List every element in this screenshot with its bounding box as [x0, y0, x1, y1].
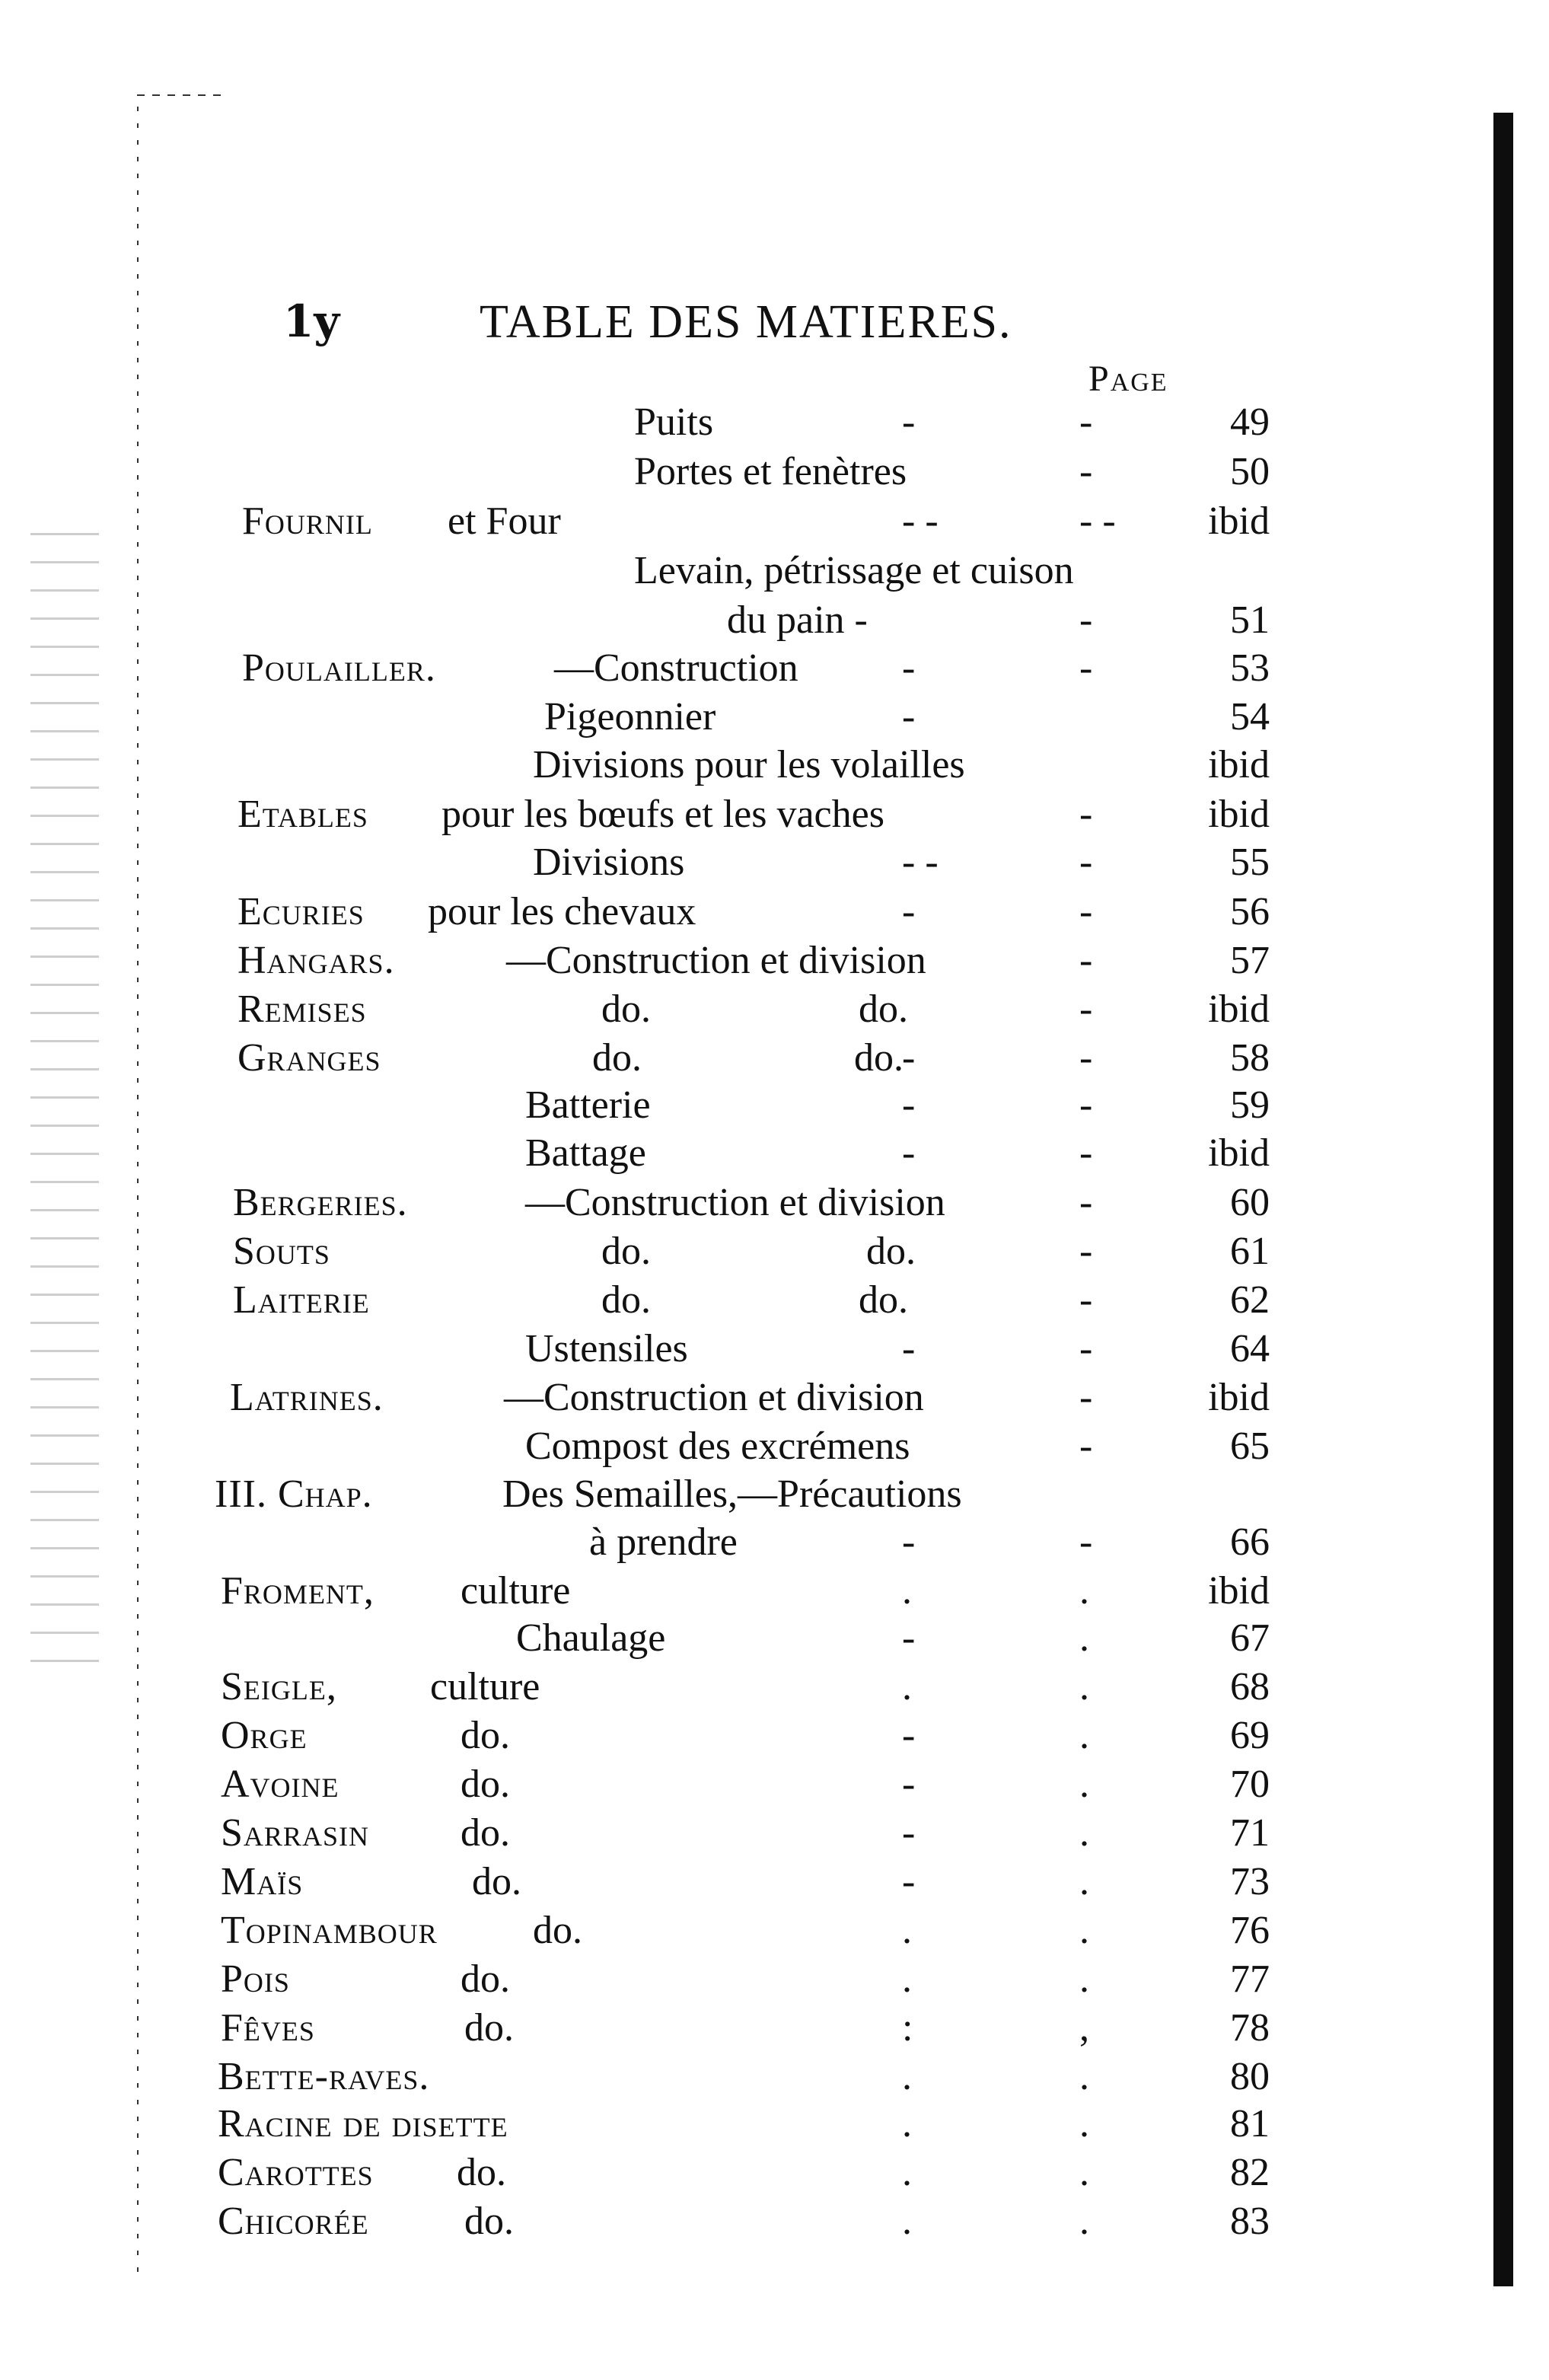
leader-mark: . [902, 2102, 912, 2146]
leader-mark: . [1079, 1665, 1089, 1708]
toc-entry [0, 2199, 1549, 2248]
toc-entry [0, 792, 1549, 841]
entry-page-number: 69 [1230, 1714, 1270, 1757]
entry-text: —Construction et division [504, 1376, 924, 1419]
leader-mark: - - [902, 499, 939, 543]
entry-text: Des Semailles,—Précautions [502, 1472, 962, 1516]
entry-text: do. [601, 1278, 651, 1322]
leader-mark: - [1079, 1036, 1093, 1080]
entry-page-number: 65 [1230, 1424, 1270, 1468]
leader-mark: - [902, 890, 916, 933]
entry-heading: Avoine [221, 1763, 339, 1806]
leader-mark: . [1079, 2055, 1089, 2098]
leader-mark: . [902, 2200, 912, 2243]
toc-entry [0, 1326, 1549, 1375]
entry-page-number: 60 [1230, 1181, 1270, 1224]
entry-text: do. [461, 1811, 510, 1855]
entry-text: do. [461, 1714, 510, 1757]
entry-text: do. [464, 2200, 514, 2243]
entry-heading: Laiterie [233, 1278, 370, 1322]
leader-mark: - [1079, 841, 1093, 884]
leader-mark: - [902, 646, 916, 690]
toc-entry [0, 499, 1549, 547]
entry-page-number: 71 [1230, 1811, 1270, 1855]
entry-text: —Construction et division [506, 939, 926, 982]
toc-entry [0, 1131, 1549, 1179]
leader-mark: - [1079, 400, 1093, 444]
toc-entry [0, 2150, 1549, 2199]
entry-ditto: do. [859, 1278, 908, 1322]
leader-mark: - - [902, 841, 939, 884]
entry-text: do. [592, 1036, 642, 1080]
entry-heading: Ecuries [237, 890, 365, 933]
leader-mark: - [1079, 987, 1093, 1031]
entry-text: —Construction et division [525, 1181, 945, 1224]
entry-page-number: 50 [1230, 450, 1270, 493]
entry-page-number: 49 [1230, 400, 1270, 444]
entry-text: pour les bœufs et les vaches [441, 793, 884, 836]
leader-mark: - [902, 1520, 916, 1564]
entry-heading: Granges [237, 1036, 381, 1080]
leader-mark: . [902, 1957, 912, 2001]
entry-heading: Fournil [242, 499, 373, 543]
entry-text: do. [457, 2151, 506, 2194]
leader-mark: - [902, 1083, 916, 1127]
leader-mark: . [1079, 2200, 1089, 2243]
entry-text: Battage [525, 1131, 646, 1175]
toc-entry [0, 1375, 1549, 1424]
entry-page-number: 61 [1230, 1230, 1270, 1273]
entry-text: Ustensiles [525, 1327, 688, 1370]
toc-entry [0, 1811, 1549, 1859]
entry-heading: III. Chap. [215, 1472, 373, 1516]
leader-mark: - [1079, 1520, 1093, 1564]
leader-mark: . [902, 2055, 912, 2098]
toc-entry [0, 1713, 1549, 1762]
leader-mark: , [1079, 2006, 1089, 2050]
entry-heading: Remises [237, 987, 367, 1031]
toc-entry [0, 1616, 1549, 1664]
entry-page-number: ibid [1208, 793, 1270, 836]
page-column-header: Page [1088, 359, 1168, 399]
entry-heading: Poulailler. [242, 646, 436, 690]
entry-heading: Souts [233, 1230, 330, 1273]
leader-mark: - [902, 1714, 916, 1757]
toc-entry [0, 1908, 1549, 1957]
leader-mark: - [902, 1036, 916, 1080]
entry-ditto: do. [859, 987, 908, 1031]
leader-mark: - - [1079, 499, 1116, 543]
toc-entry [0, 987, 1549, 1035]
entry-heading: Carottes [218, 2151, 374, 2194]
toc-entry [0, 694, 1549, 743]
page-title: TABLE DES MATIERES. [480, 296, 1012, 348]
entry-text: culture [430, 1665, 540, 1708]
entry-heading: Bette-raves. [218, 2055, 430, 2098]
entry-page-number: 68 [1230, 1665, 1270, 1708]
entry-text: do. [461, 1957, 510, 2001]
leader-mark: . [1079, 1616, 1089, 1660]
toc-entry [0, 1083, 1549, 1131]
entry-text: Pigeonnier [544, 695, 716, 739]
entry-text: do. [464, 2006, 514, 2050]
leader-mark: - [902, 1811, 916, 1855]
leader-mark: - [1079, 890, 1093, 933]
leader-mark: . [902, 1665, 912, 1708]
toc-entry [0, 1859, 1549, 1908]
entry-text: et Four [448, 499, 561, 543]
entry-page-number: 57 [1230, 939, 1270, 982]
entry-page-number: 51 [1230, 598, 1270, 642]
entry-page-number: 56 [1230, 890, 1270, 933]
entry-page-number: 67 [1230, 1616, 1270, 1660]
folio-number: 1y [283, 295, 340, 347]
entry-page-number: ibid [1208, 499, 1270, 543]
toc-entry [0, 449, 1549, 498]
toc-entry [0, 400, 1549, 448]
entry-page-number: 83 [1230, 2200, 1270, 2243]
toc-entry [0, 938, 1549, 987]
toc-entry [0, 889, 1549, 938]
toc-entry [0, 1180, 1549, 1229]
toc-entry [0, 1424, 1549, 1472]
entry-text: Compost des excrémens [525, 1424, 910, 1468]
leader-mark: . [1079, 1860, 1089, 1903]
entry-ditto: do. [866, 1230, 916, 1273]
page-edge-top [137, 94, 221, 96]
entry-page-number: 80 [1230, 2055, 1270, 2098]
toc-entry [0, 2054, 1549, 2103]
toc-entry [0, 1278, 1549, 1326]
leader-mark: - [902, 1131, 916, 1175]
entry-text: do. [472, 1860, 521, 1903]
leader-mark: . [1079, 1569, 1089, 1613]
leader-mark: - [1079, 1376, 1093, 1419]
entry-page-number: ibid [1208, 1569, 1270, 1613]
leader-mark: . [1079, 2102, 1089, 2146]
leader-mark: - [902, 400, 916, 444]
entry-page-number: 76 [1230, 1909, 1270, 1952]
entry-text: du pain - [727, 598, 868, 642]
leader-mark: - [902, 1327, 916, 1370]
toc-entry [0, 840, 1549, 889]
entry-page-number: 54 [1230, 695, 1270, 739]
entry-heading: Topinambour [221, 1909, 438, 1952]
toc-entry [0, 2005, 1549, 2054]
entry-text: Divisions [533, 841, 685, 884]
entry-text: Chaulage [516, 1616, 666, 1660]
toc-entry [0, 1957, 1549, 2005]
entry-heading: Hangars. [237, 939, 395, 982]
leader-mark: - [902, 1763, 916, 1806]
leader-mark: . [1079, 1909, 1089, 1952]
leader-mark: . [1079, 2151, 1089, 2194]
leader-mark: - [1079, 1327, 1093, 1370]
entry-heading: Racine de disette [218, 2102, 508, 2146]
toc-entry [0, 1472, 1549, 1520]
entry-heading: Latrines. [230, 1376, 384, 1419]
leader-mark: - [1079, 939, 1093, 982]
entry-text: do. [601, 987, 651, 1031]
entry-page-number: 66 [1230, 1520, 1270, 1564]
entry-text: pour les chevaux [428, 890, 696, 933]
toc-entry [0, 742, 1549, 791]
toc-entry [0, 1762, 1549, 1811]
entry-text: do. [461, 1763, 510, 1806]
leader-mark: . [1079, 1714, 1089, 1757]
leader-mark: - [1079, 1230, 1093, 1273]
entry-ditto: do. [854, 1036, 904, 1080]
entry-heading: Maïs [221, 1860, 304, 1903]
entry-page-number: 53 [1230, 646, 1270, 690]
leader-mark: - [1079, 1181, 1093, 1224]
toc-entry [0, 1664, 1549, 1713]
leader-mark: - [1079, 1278, 1093, 1322]
leader-mark: . [902, 1909, 912, 1952]
leader-mark: . [1079, 1811, 1089, 1855]
entry-page-number: 58 [1230, 1036, 1270, 1080]
entry-text: Levain, pétrissage et cuison [634, 549, 1074, 592]
entry-heading: Pois [221, 1957, 290, 2001]
leader-mark: . [1079, 1763, 1089, 1806]
entry-heading: Fêves [221, 2006, 315, 2050]
leader-mark: : [902, 2006, 913, 2050]
entry-heading: Seigle, [221, 1665, 337, 1708]
leader-mark: - [1079, 646, 1093, 690]
toc-entry [0, 598, 1549, 646]
entry-page-number: 77 [1230, 1957, 1270, 2001]
entry-page-number: 73 [1230, 1860, 1270, 1903]
entry-page-number: 81 [1230, 2102, 1270, 2146]
leader-mark: - [1079, 1131, 1093, 1175]
toc-entry [0, 1568, 1549, 1617]
entry-heading: Bergeries. [233, 1181, 408, 1224]
toc-entry [0, 646, 1549, 694]
toc-entry [0, 1035, 1549, 1084]
toc-entry [0, 2101, 1549, 2150]
entry-page-number: ibid [1208, 1376, 1270, 1419]
entry-page-number: ibid [1208, 987, 1270, 1031]
entry-text: Batterie [525, 1083, 651, 1127]
entry-page-number: 64 [1230, 1327, 1270, 1370]
leader-mark: . [1079, 1957, 1089, 2001]
leader-mark: - [1079, 793, 1093, 836]
entry-text: do. [601, 1230, 651, 1273]
leader-mark: - [1079, 1083, 1093, 1127]
leader-mark: - [902, 1616, 916, 1660]
entry-page-number: 82 [1230, 2151, 1270, 2194]
leader-mark: - [1079, 1424, 1093, 1468]
leader-mark: - [902, 1860, 916, 1903]
entry-page-number: 70 [1230, 1763, 1270, 1806]
toc-entry [0, 548, 1549, 597]
entry-page-number: 55 [1230, 841, 1270, 884]
leader-mark: . [902, 1569, 912, 1613]
entry-page-number: 59 [1230, 1083, 1270, 1127]
toc-entry [0, 1229, 1549, 1278]
entry-text: Puits [634, 400, 714, 444]
leader-mark: - [1079, 450, 1093, 493]
entry-heading: Etables [237, 793, 368, 836]
entry-heading: Orge [221, 1714, 308, 1757]
entry-text: —Construction [554, 646, 798, 690]
toc-entry [0, 1520, 1549, 1568]
entry-heading: Sarrasin [221, 1811, 369, 1855]
entry-text: à prendre [589, 1520, 738, 1564]
entry-text: do. [533, 1909, 582, 1952]
leader-mark: - [1079, 598, 1093, 642]
entry-heading: Froment, [221, 1569, 375, 1613]
entry-text: culture [461, 1569, 571, 1613]
entry-text: Portes et fenètres [634, 450, 907, 493]
entry-page-number: ibid [1208, 1131, 1270, 1175]
leader-mark: - [902, 695, 916, 739]
entry-text: Divisions pour les volailles [533, 743, 965, 786]
entry-page-number: ibid [1208, 743, 1270, 786]
entry-page-number: 62 [1230, 1278, 1270, 1322]
leader-mark: . [902, 2151, 912, 2194]
entry-heading: Chicorée [218, 2200, 369, 2243]
entry-page-number: 78 [1230, 2006, 1270, 2050]
